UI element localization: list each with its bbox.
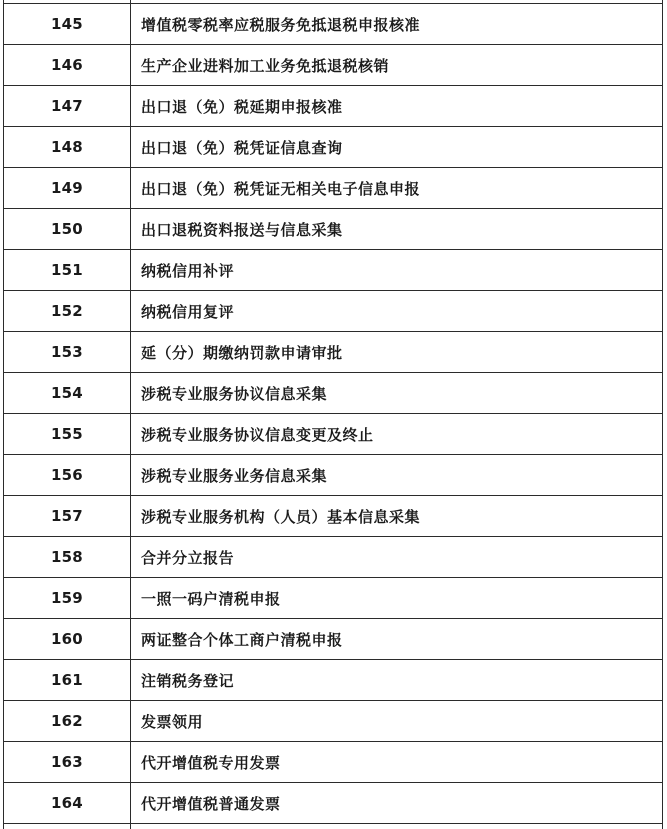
row-number: 147: [4, 86, 131, 127]
service-name: 一照一码户清税申报: [131, 578, 663, 619]
table-row: [4, 414, 663, 455]
row-number: 164: [4, 783, 131, 824]
table-row: [4, 291, 663, 332]
row-number: 162: [4, 701, 131, 742]
row-number: 156: [4, 455, 131, 496]
row-number: 146: [4, 45, 131, 86]
row-number: 154: [4, 373, 131, 414]
service-name: 涉税专业服务业务信息采集: [131, 455, 663, 496]
row-number: 161: [4, 660, 131, 701]
row-number: 150: [4, 209, 131, 250]
row-number: 145: [4, 4, 131, 45]
service-name: 出口退（免）税延期申报核准: [131, 86, 663, 127]
service-name: 发票领用: [131, 701, 663, 742]
service-name: 延（分）期缴纳罚款申请审批: [131, 332, 663, 373]
service-table-container: [3, 0, 663, 829]
service-name: 纳税信用补评: [131, 250, 663, 291]
table-cell-empty: [131, 824, 663, 829]
service-name: 纳税信用复评: [131, 291, 663, 332]
table-row: [4, 578, 663, 619]
table-row: [4, 332, 663, 373]
service-name: 两证整合个体工商户清税申报: [131, 619, 663, 660]
service-name: 生产企业进料加工业务免抵退税核销: [131, 45, 663, 86]
table-row: [4, 496, 663, 537]
service-table-body: [4, 0, 663, 829]
table-row: [4, 250, 663, 291]
table-row-partial-bottom: [4, 824, 663, 829]
row-number: 155: [4, 414, 131, 455]
row-number: 151: [4, 250, 131, 291]
row-number: 148: [4, 127, 131, 168]
row-number: 149: [4, 168, 131, 209]
table-row: [4, 742, 663, 783]
service-name: 代开增值税专用发票: [131, 742, 663, 783]
row-number: 163: [4, 742, 131, 783]
table-row: [4, 537, 663, 578]
table-row: [4, 127, 663, 168]
service-table: [3, 0, 663, 829]
service-name: 涉税专业服务机构（人员）基本信息采集: [131, 496, 663, 537]
row-number: 157: [4, 496, 131, 537]
service-name: 注销税务登记: [131, 660, 663, 701]
table-row: [4, 783, 663, 824]
row-number: 152: [4, 291, 131, 332]
service-name: 出口退（免）税凭证无相关电子信息申报: [131, 168, 663, 209]
row-number: 153: [4, 332, 131, 373]
service-name: 增值税零税率应税服务免抵退税申报核准: [131, 4, 663, 45]
service-name: 涉税专业服务协议信息采集: [131, 373, 663, 414]
table-row: [4, 619, 663, 660]
table-row: [4, 660, 663, 701]
service-name: 涉税专业服务协议信息变更及终止: [131, 414, 663, 455]
table-row: [4, 4, 663, 45]
row-number: 160: [4, 619, 131, 660]
table-row: [4, 45, 663, 86]
table-cell-empty: [4, 824, 131, 829]
row-number: 158: [4, 537, 131, 578]
service-name: 合并分立报告: [131, 537, 663, 578]
service-name: 出口退税资料报送与信息采集: [131, 209, 663, 250]
service-name: 出口退（免）税凭证信息查询: [131, 127, 663, 168]
table-row: [4, 209, 663, 250]
table-row: [4, 455, 663, 496]
table-row: [4, 86, 663, 127]
table-row: [4, 168, 663, 209]
table-row: [4, 373, 663, 414]
table-row: [4, 701, 663, 742]
service-name: 代开增值税普通发票: [131, 783, 663, 824]
row-number: 159: [4, 578, 131, 619]
